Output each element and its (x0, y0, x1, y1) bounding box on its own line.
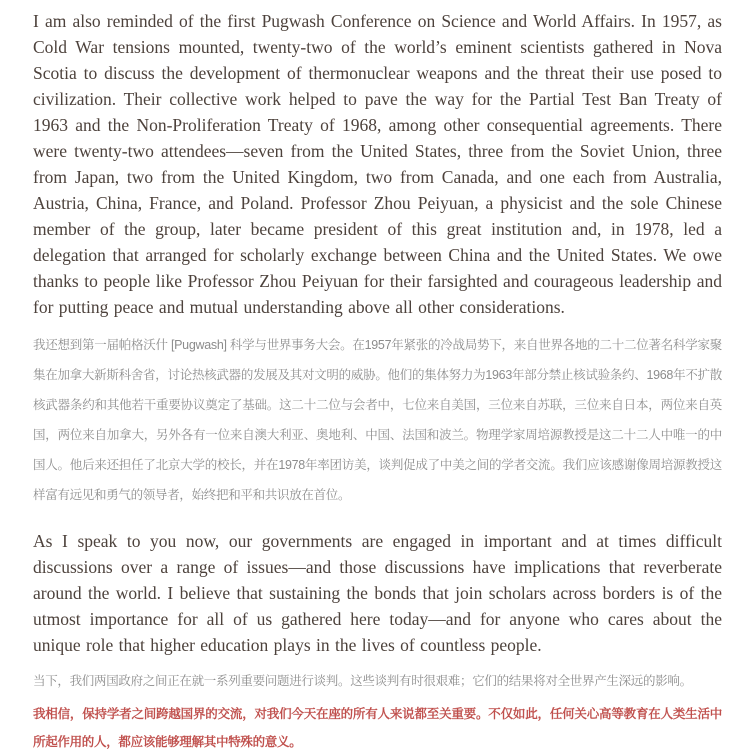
paragraph-zh-pugwash-translation: 我还想到第一届帕格沃什 [Pugwash] 科学与世界事务大会。在1957年紧张的冷战局势下，来自世界各地的二十二位著名科学家聚集在加拿大新斯科舍省，讨论热核武器的发展及其对文明的威胁。他们的集体努力为1963年部分禁止核试验条约、1968年不扩散核武器条约和其他若干重要协议奠定了基础。这二十二位与会者中，七位来自美国，三位来自苏联，三位来自日本，两位来自英国，两位来自加拿大，另外各有一位来自澳大利亚、奥地利、中国、法国和波兰。物理学家周培源教授是这二十二人中唯一的中国人。他后来还担任了北京大学的校长，并在1978年率团访美，谈判促成了中美之间的学者交流。我们应该感谢像周培源教授这样富有远见和勇气的领导者，始终把和平和共识放在首位。 (33, 338, 722, 502)
paragraph-en-governments: As I speak to you now, our governments are engaged in important and at times difficult discussions over a range of issues—and those discussions have implications that reverberate around the world. I believe that sustaining the bonds that join scholars across borders is of the utmost importance for all of us gathered here today—and for anyone who cares about the unique role that higher education plays in the lives of countless people. (33, 531, 722, 655)
paragraph-en-pugwash-conference: I am also reminded of the first Pugwash Conference on Science and World Affairs. In 1957, as Cold War tensions mounted, twenty-two of the world’s eminent scientists gathered in Nova Scotia to discuss the development of thermonuclear weapons and the threat their use posed to civilization. Their collective work helped to pave the way for the Partial Test Ban Treaty of 1963 and the Non-Proliferation Treaty of 1968, among other consequential agreements. There were twenty-two attendees—seven from the United States, three from the Soviet Union, three from Japan, two from the United Kingdom, two from Canada, and one each from Australia, Austria, China, France, and Poland. Professor Zhou Peiyuan, a physicist and the sole Chinese member of the group, later became president of this great institution and, in 1978, led a delegation that arranged for scholarly exchange between China and the United States. We owe thanks to people like Professor Zhou Peiyuan for their farsighted and courageous leadership and for putting peace and mutual understanding above all other considerations. (33, 11, 722, 317)
paragraph-zh-belief-emphasized: 我相信，保持学者之间跨越国界的交流，对我们今天在座的所有人来说都至关重要。不仅如此，任何关心高等教育在人类生活中所起作用的人，都应该能够理解其中特殊的意义。 (33, 707, 722, 749)
paragraph-zh-governments-translation: 当下，我们两国政府之间正在就一系列重要问题进行谈判。这些谈判有时很艰难；它们的结果将对全世界产生深远的影响。 (33, 674, 692, 688)
